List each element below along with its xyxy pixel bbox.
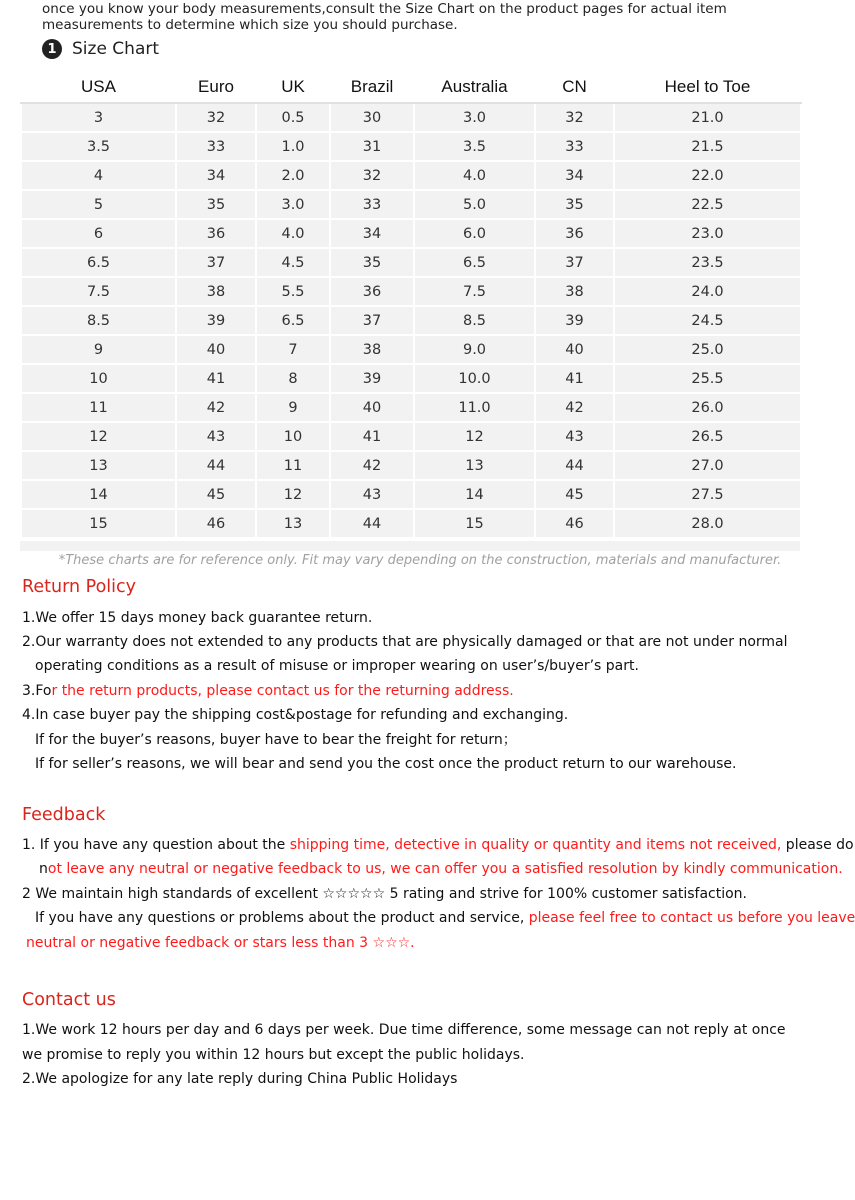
table-cell: 13 (414, 451, 535, 480)
table-row (21, 219, 801, 248)
feedback-item-2-cont-prefix: If you have any questions or problems about the product and service, (35, 910, 529, 926)
table-cell: 5.0 (414, 190, 535, 219)
table-row (21, 509, 801, 538)
table-cell: 1.0 (256, 132, 330, 161)
size-chart-note: *These charts are for reference only. Fit may vary depending on the construction, materials and manufacturer. (58, 553, 782, 568)
table-cell: 24.0 (614, 277, 801, 306)
table-cell: 44 (176, 451, 256, 480)
table-cell: 46 (535, 509, 614, 538)
table-cell: 32 (535, 103, 614, 132)
table-cell: 4.0 (256, 219, 330, 248)
feedback-item-2-end: neutral or negative feedback or stars less than 3 ☆☆☆. (26, 935, 415, 951)
table-cell: 37 (176, 248, 256, 277)
size-chart-title: Size Chart (72, 39, 160, 59)
table-cell: 15 (21, 509, 176, 538)
table-cell: 41 (176, 364, 256, 393)
feedback-item-1-cont (39, 860, 843, 878)
table-cell: 11 (21, 393, 176, 422)
table-cell: 4 (21, 161, 176, 190)
table-row (21, 364, 801, 393)
table-cell: 12 (21, 422, 176, 451)
table-cell: 4.0 (414, 161, 535, 190)
table-cell: 6.5 (21, 248, 176, 277)
table-cell: 24.5 (614, 306, 801, 335)
table-cell: 3.0 (414, 103, 535, 132)
table-cell: 41 (535, 364, 614, 393)
table-cell: 7.5 (414, 277, 535, 306)
table-cell: 39 (535, 306, 614, 335)
table-bottom-strip (20, 541, 800, 551)
feedback-item-1-cont-prefix: n (39, 861, 48, 877)
feedback-item-2-cont-highlight: please feel free to contact us before you leave (528, 910, 855, 926)
size-chart-heading (42, 38, 159, 60)
table-cell: 39 (330, 364, 414, 393)
table-cell: 4.5 (256, 248, 330, 277)
table-row (21, 248, 801, 277)
table-cell: 34 (176, 161, 256, 190)
table-cell: 30 (330, 103, 414, 132)
table-cell: 40 (176, 335, 256, 364)
table-cell: 3 (21, 103, 176, 132)
column-header: UK (256, 72, 330, 103)
table-row (21, 422, 801, 451)
table-cell: 42 (330, 451, 414, 480)
table-cell: 8.5 (21, 306, 176, 335)
table-cell: 9 (21, 335, 176, 364)
return-policy-item-4: 4.In case buyer pay the shipping cost&postage for refunding and exchanging. (22, 707, 569, 723)
column-header: Heel to Toe (614, 72, 801, 103)
table-cell: 36 (535, 219, 614, 248)
table-row (21, 132, 801, 161)
return-policy-item-1: 1.We offer 15 days money back guarantee return. (22, 610, 373, 626)
table-cell: 8 (256, 364, 330, 393)
table-row (21, 306, 801, 335)
table-cell: 33 (176, 132, 256, 161)
intro-text: once you know your body measurements,consult the Size Chart on the product pages for actual item measurements to determine which size you should purchase. (42, 1, 727, 33)
size-chart-table (20, 72, 802, 539)
table-cell: 43 (176, 422, 256, 451)
table-cell: 40 (330, 393, 414, 422)
table-cell: 32 (330, 161, 414, 190)
feedback-item-1-cont-highlight: ot leave any neutral or negative feedback to us, we can offer you a satisfied resolution by kindly communication. (47, 861, 843, 877)
contact-line-3: 2.We apologize for any late reply during China Public Holidays (22, 1071, 458, 1087)
table-cell: 23.5 (614, 248, 801, 277)
table-cell: 35 (176, 190, 256, 219)
table-row (21, 451, 801, 480)
table-cell: 5 (21, 190, 176, 219)
table-cell: 35 (330, 248, 414, 277)
column-header: USA (21, 72, 176, 103)
table-cell: 45 (176, 480, 256, 509)
table-cell: 0.5 (256, 103, 330, 132)
column-header: Euro (176, 72, 256, 103)
table-cell: 11 (256, 451, 330, 480)
table-cell: 45 (535, 480, 614, 509)
return-policy-title: Return Policy (22, 577, 136, 597)
table-cell: 8.5 (414, 306, 535, 335)
table-cell: 22.0 (614, 161, 801, 190)
table-cell: 33 (535, 132, 614, 161)
step-number-badge: 1 (42, 39, 62, 59)
table-cell: 13 (256, 509, 330, 538)
table-cell: 23.0 (614, 219, 801, 248)
table-cell: 21.5 (614, 132, 801, 161)
table-cell: 6 (21, 219, 176, 248)
table-cell: 12 (414, 422, 535, 451)
table-cell: 37 (330, 306, 414, 335)
table-cell: 32 (176, 103, 256, 132)
size-chart-header-row (21, 72, 801, 103)
table-cell: 33 (330, 190, 414, 219)
feedback-title: Feedback (22, 805, 106, 825)
table-cell: 44 (535, 451, 614, 480)
table-cell: 12 (256, 480, 330, 509)
table-cell: 22.5 (614, 190, 801, 219)
feedback-item-1 (22, 836, 854, 854)
contact-title: Contact us (22, 990, 116, 1010)
table-cell: 42 (176, 393, 256, 422)
table-cell: 38 (535, 277, 614, 306)
table-cell: 14 (414, 480, 535, 509)
table-row (21, 480, 801, 509)
table-cell: 15 (414, 509, 535, 538)
table-cell: 40 (535, 335, 614, 364)
table-cell: 6.5 (256, 306, 330, 335)
table-cell: 7.5 (21, 277, 176, 306)
feedback-item-1-suffix: please do (781, 837, 854, 853)
return-policy-item-3-highlight: r the return products, please contact us for the returning address. (51, 683, 514, 699)
table-cell: 42 (535, 393, 614, 422)
table-cell: 3.0 (256, 190, 330, 219)
return-policy-item-2: 2.Our warranty does not extended to any products that are physically damaged or that are not under normal (22, 634, 788, 650)
feedback-item-2-cont (35, 909, 855, 927)
table-cell: 35 (535, 190, 614, 219)
table-cell: 34 (535, 161, 614, 190)
table-cell: 10 (256, 422, 330, 451)
table-cell: 28.0 (614, 509, 801, 538)
table-cell: 31 (330, 132, 414, 161)
feedback-item-1-highlight: shipping time, detective in quality or quantity and items not received, (289, 837, 782, 853)
table-cell: 39 (176, 306, 256, 335)
table-cell: 27.0 (614, 451, 801, 480)
return-policy-item-4-buyer: If for the buyer’s reasons, buyer have to bear the freight for return； (35, 732, 517, 748)
table-cell: 43 (535, 422, 614, 451)
return-policy-item-4-seller: If for seller’s reasons, we will bear and send you the cost once the product return to our warehouse. (35, 756, 737, 772)
table-cell: 11.0 (414, 393, 535, 422)
table-cell: 43 (330, 480, 414, 509)
return-policy-item-3-prefix: 3.Fo (22, 683, 52, 699)
table-row (21, 277, 801, 306)
table-row (21, 161, 801, 190)
table-cell: 37 (535, 248, 614, 277)
column-header: CN (535, 72, 614, 103)
contact-line-2: we promise to reply you within 12 hours but except the public holidays. (22, 1047, 525, 1063)
table-cell: 38 (330, 335, 414, 364)
contact-line-1: 1.We work 12 hours per day and 6 days per week. Due time difference, some message can not reply at once (22, 1022, 786, 1038)
table-cell: 44 (330, 509, 414, 538)
table-cell: 10 (21, 364, 176, 393)
table-cell: 26.5 (614, 422, 801, 451)
return-policy-item-3 (22, 682, 514, 700)
table-row (21, 335, 801, 364)
table-cell: 25.0 (614, 335, 801, 364)
table-row (21, 190, 801, 219)
table-cell: 14 (21, 480, 176, 509)
table-cell: 34 (330, 219, 414, 248)
table-cell: 3.5 (414, 132, 535, 161)
table-cell: 46 (176, 509, 256, 538)
table-cell: 5.5 (256, 277, 330, 306)
table-cell: 36 (330, 277, 414, 306)
table-cell: 26.0 (614, 393, 801, 422)
table-cell: 7 (256, 335, 330, 364)
table-cell: 6.0 (414, 219, 535, 248)
table-cell: 9.0 (414, 335, 535, 364)
table-cell: 38 (176, 277, 256, 306)
table-cell: 3.5 (21, 132, 176, 161)
table-cell: 10.0 (414, 364, 535, 393)
table-cell: 21.0 (614, 103, 801, 132)
table-cell: 9 (256, 393, 330, 422)
table-cell: 6.5 (414, 248, 535, 277)
return-policy-item-2-cont: operating conditions as a result of misuse or improper wearing on user’s/buyer’s part. (35, 658, 639, 674)
feedback-item-1-prefix: 1. If you have any question about the (22, 837, 290, 853)
table-cell: 25.5 (614, 364, 801, 393)
column-header: Australia (414, 72, 535, 103)
table-row (21, 103, 801, 132)
feedback-item-2: 2 We maintain high standards of excellent ☆☆☆☆☆ 5 rating and strive for 100% customer satisfaction. (22, 886, 748, 902)
table-cell: 27.5 (614, 480, 801, 509)
column-header: Brazil (330, 72, 414, 103)
table-cell: 2.0 (256, 161, 330, 190)
table-row (21, 393, 801, 422)
table-cell: 13 (21, 451, 176, 480)
table-cell: 41 (330, 422, 414, 451)
table-cell: 36 (176, 219, 256, 248)
